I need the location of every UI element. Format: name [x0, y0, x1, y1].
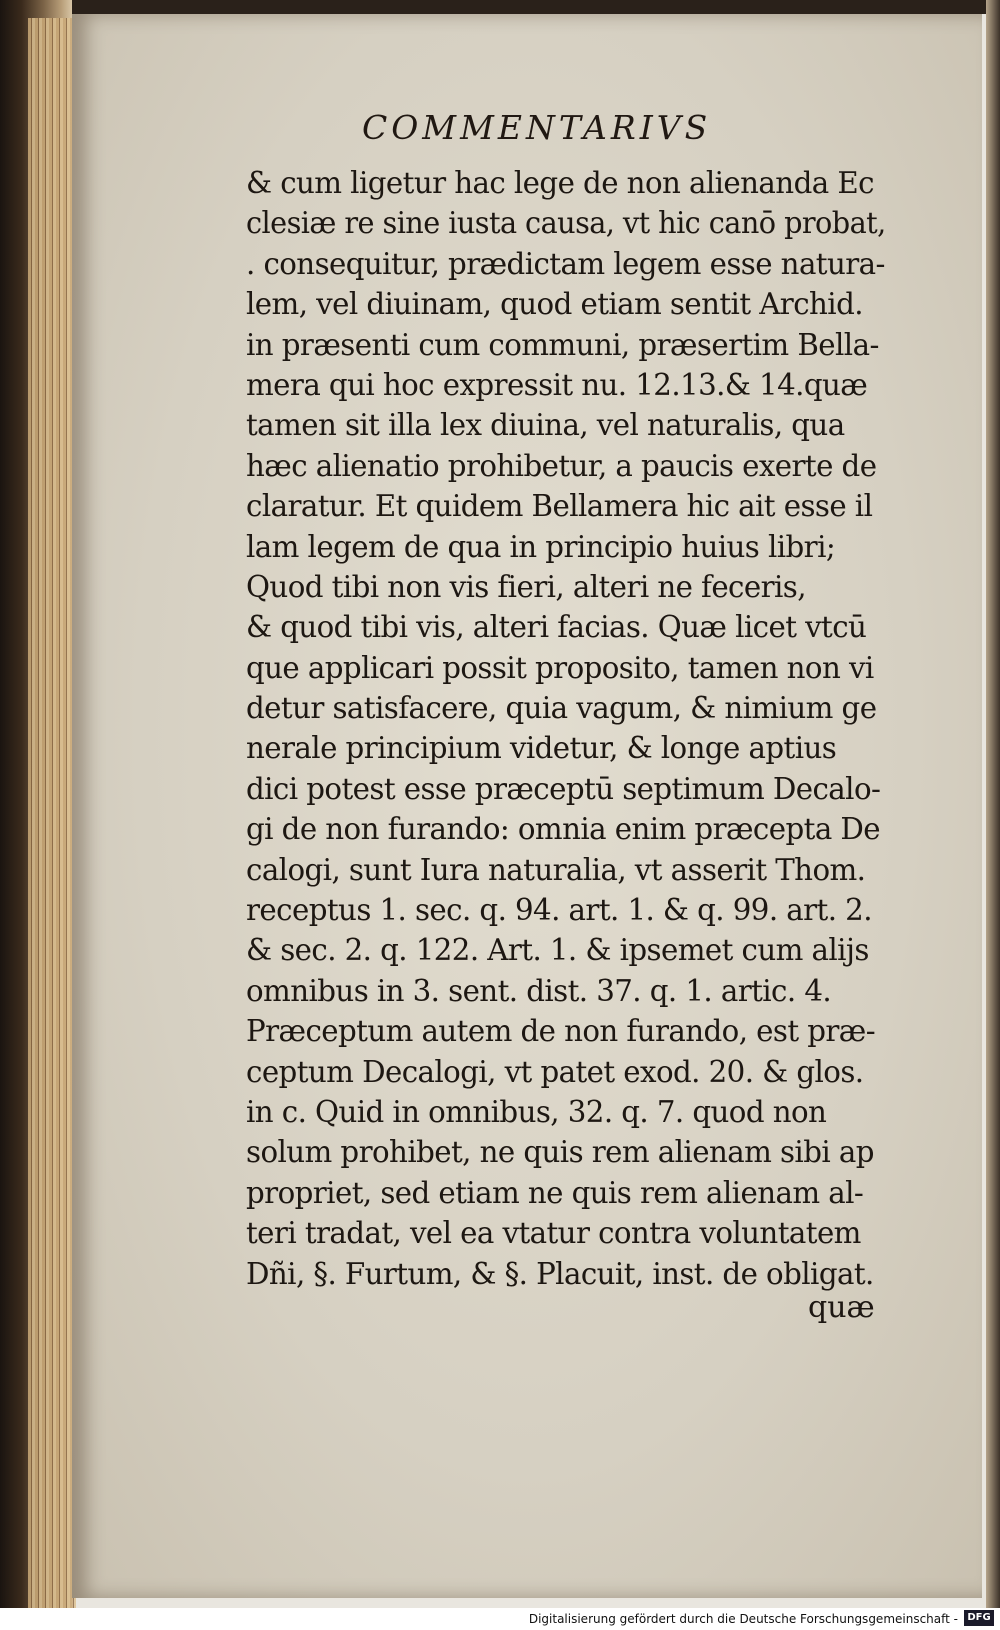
text-line: tamen sit illa lex diuina, vel naturalis, qua — [246, 408, 845, 444]
text-line: solum prohibet, ne quis rem alienam sibi ap — [246, 1135, 874, 1171]
text-line: & cum ligetur hac lege de non alienanda Ec — [246, 166, 874, 201]
text-line: mera qui hoc expressit nu. 12.13.& 14.quæ — [246, 367, 868, 403]
page-stack-edge — [28, 18, 76, 1608]
text-line: omnibus in 3. sent. dist. 37. q. 1. artic. 4. — [246, 973, 832, 1009]
text-line: detur satisfacere, quia vagum, & nimium ge — [246, 691, 877, 727]
text-line: nerale principium videtur, & longe aptius — [246, 731, 837, 767]
text-line: lem, vel diuinam, quod etiam sentit Archid. — [246, 287, 863, 323]
text-line: claratur. Et quidem Bellamera hic ait esse il — [246, 489, 873, 525]
running-head: COMMENTARIVS — [362, 108, 712, 147]
text-line: teri tradat, vel ea vtatur contra voluntatem — [246, 1216, 861, 1252]
text-line: Præceptum autem de non furando, est præ- — [246, 1014, 876, 1050]
text-line: ceptum Decalogi, vt patet exod. 20. & glos. — [246, 1054, 864, 1090]
body-text — [246, 164, 902, 1295]
text-line: hæc alienatio prohibetur, a paucis exerte de — [246, 448, 877, 484]
text-line: propriet, sed etiam ne quis rem alienam al- — [246, 1175, 864, 1211]
text-line: lam legem de qua in principio huius libri; — [246, 529, 836, 565]
text-line: Quod tibi non vis fieri, alteri ne feceris, — [246, 569, 806, 605]
text-line: clesiæ re sine iusta causa, vt hic canō probat, — [246, 206, 886, 242]
scan-top-edge — [0, 0, 1000, 14]
catchword: quæ — [808, 1290, 875, 1325]
text-line: & sec. 2. q. 122. Art. 1. & ipsemet cum alijs — [246, 933, 869, 969]
text-line: in c. Quid in omnibus, 32. q. 7. quod non — [246, 1094, 827, 1130]
scan-right-edge — [986, 0, 1000, 1630]
text-line: Dñi, §. Furtum, & §. Placuit, inst. de obligat. — [246, 1256, 874, 1292]
text-line: in præsenti cum communi, præsertim Bella- — [246, 327, 879, 363]
dfg-logo: DFG — [964, 1610, 994, 1626]
text-line: receptus 1. sec. q. 94. art. 1. & q. 99. art. 2. — [246, 893, 872, 929]
text-line: calogi, sunt Iura naturalia, vt asserit Thom. — [246, 852, 866, 888]
text-line: . consequitur, prædictam legem esse natura- — [246, 246, 885, 282]
text-line: que applicari possit proposito, tamen non vi — [246, 650, 874, 686]
digitization-credit: Digitalisierung gefördert durch die Deutsche Forschungsgemeinschaft - — [528, 1612, 958, 1626]
text-line: & quod tibi vis, alteri facias. Quæ licet vtcū — [246, 610, 867, 646]
text-line: dici potest esse præceptū septimum Decalo- — [246, 771, 881, 807]
text-line: gi de non furando: omnia enim præcepta De — [246, 812, 881, 848]
